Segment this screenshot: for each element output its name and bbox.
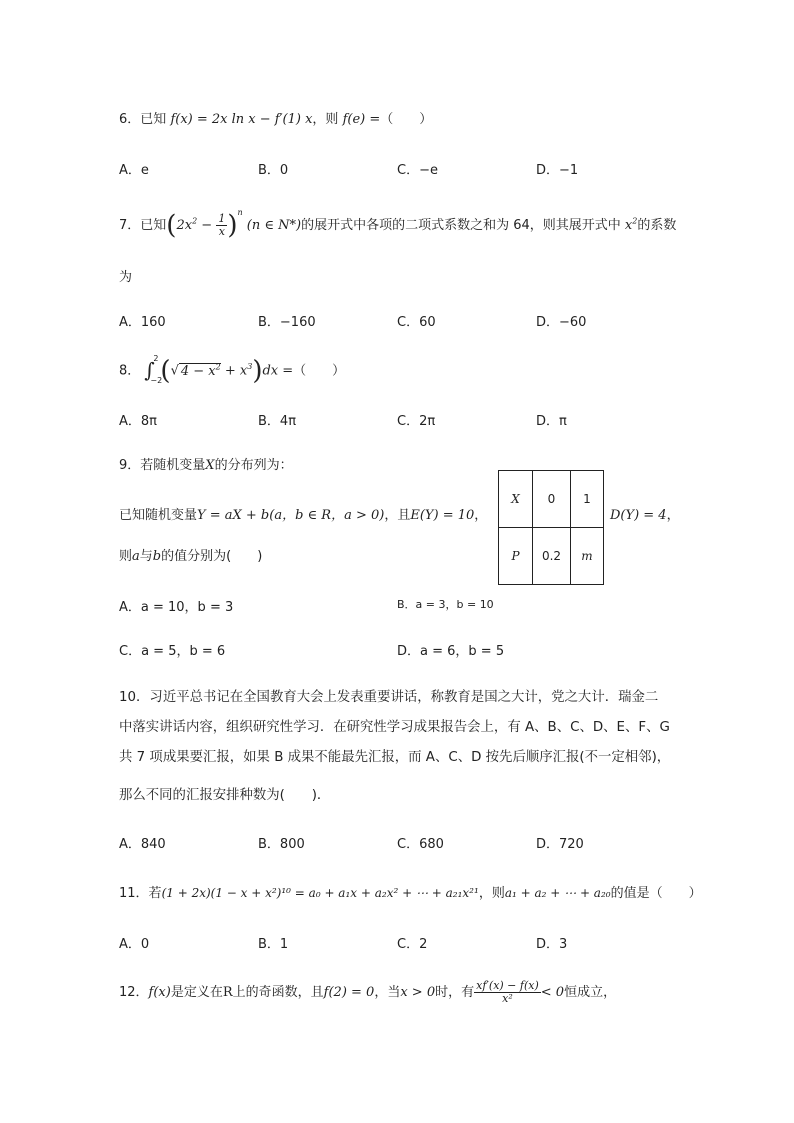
q10-option-c: C．680 <box>397 837 444 852</box>
q6-mid: ，则 <box>312 112 339 127</box>
q10-option-b: B．800 <box>258 837 305 852</box>
q9-line3-prefix: 则 <box>119 549 133 564</box>
q11-formula: (1 + 2x)(1 − x + x²)¹⁰ = a₀ + a₁x + a₂x² + ⋯ + a₂₁x²¹ <box>161 886 479 900</box>
q7-frac-num: 1 <box>218 212 226 225</box>
q7-frac-den: x <box>218 225 225 238</box>
table-cell: X <box>499 471 533 528</box>
q12-text2: 上的奇函数，且 <box>232 985 324 1000</box>
q8-dx: dx <box>262 363 279 379</box>
q11-mid: ，则 <box>478 886 505 901</box>
integral-sign-icon: ∫ <box>144 358 155 382</box>
q12-text3: ，当 <box>374 985 401 1000</box>
q12-tail: 恒成立， <box>564 985 617 1000</box>
q7-term: x <box>624 218 633 233</box>
q7-base: 2x <box>176 218 193 233</box>
q7-base-exp: 2 <box>192 216 198 226</box>
q6-formula: f(x) = 2x ln x − f′(1) x <box>170 112 313 127</box>
q9-and: ，且 <box>384 508 411 523</box>
q7-number: 7． <box>119 218 141 233</box>
q11-option-a: A．0 <box>119 937 150 952</box>
q9-relation: Y = aX + b <box>197 508 270 523</box>
q9-line3-mid: 与 <box>139 549 153 564</box>
q9-line3-tail: 的值分别为( ) <box>161 549 263 564</box>
question-8 <box>119 356 345 386</box>
q7-prefix: 已知 <box>140 218 167 233</box>
q10-line-3: 共 7 项成果要汇报，如果 B 成果不能最先汇报，而 A、C、D 按先后顺序汇报(不一定相邻)， <box>119 750 671 765</box>
q6-prefix: 已知 <box>140 112 167 127</box>
q9-option-b: B．a = 3，b = 10 <box>397 598 494 611</box>
q10-line-4: 那么不同的汇报安排种数为( )． <box>119 788 331 803</box>
q8-plus-term: + x <box>220 363 248 379</box>
q6-number: 6． <box>119 112 141 127</box>
q6-option-b: B．0 <box>258 163 289 178</box>
q7-minus: − <box>201 218 213 233</box>
q11-option-b: B．1 <box>258 937 289 952</box>
q12-frac-den: x² <box>502 992 513 1005</box>
q9-dy <box>610 504 680 523</box>
q6-option-d: D．−1 <box>536 163 579 178</box>
q9-intro: 若随机变量 <box>140 458 206 473</box>
q12-fraction <box>474 980 541 1005</box>
q9-option-a: A．a = 10，b = 3 <box>119 600 234 615</box>
q7-fraction <box>216 213 227 238</box>
q11-option-c: C．2 <box>397 937 428 952</box>
q9-given-line <box>119 504 487 523</box>
q7-condition: (n ∈ N*) <box>246 218 302 233</box>
q9-line3-b: b <box>152 549 162 564</box>
q7-line2: 为 <box>119 270 133 285</box>
q11-tail: 的值是 <box>610 886 650 901</box>
q6-ask: f(e) = <box>342 112 381 127</box>
q10-option-d: D．720 <box>536 837 584 852</box>
q12-R: R <box>222 985 233 1000</box>
q10-option-a: A．840 <box>119 837 166 852</box>
q6-option-a: A．e <box>119 163 149 178</box>
q10-line-1: 10．习近平总书记在全国教育大会上发表重要讲话，称教育是国之大计，党之大计．瑞金二 <box>119 690 659 705</box>
q9-line3 <box>119 545 262 564</box>
q9-var: X <box>205 458 215 473</box>
q9-distribution-table <box>498 470 604 585</box>
q9-cond: (a，b ∈ R，a > 0) <box>269 508 385 523</box>
question-9 <box>119 454 293 473</box>
q8-number: 8． <box>119 363 141 379</box>
q9-comma: ， <box>474 508 488 523</box>
question-7 <box>119 208 676 241</box>
q8-sqrt-inner <box>179 363 221 379</box>
q11-paren: （ ） <box>649 886 702 901</box>
q12-number: 12． <box>119 985 149 1000</box>
q12-text4: 时，有 <box>435 985 475 1000</box>
question-12 <box>119 980 616 1005</box>
table-cell: P <box>499 528 533 585</box>
q8-sqrt-text: 4 − x <box>180 363 216 379</box>
q9-given-prefix: 已知随机变量 <box>119 508 198 523</box>
q7-term-exp: 2 <box>632 216 638 226</box>
q7-right-paren: ) <box>227 210 238 241</box>
q8-upper-limit: 2 <box>153 354 159 363</box>
q8-option-b: B．4π <box>258 414 297 429</box>
table-cell: 0.2 <box>533 528 571 585</box>
q8-eq: = <box>278 363 294 379</box>
q8-plus-exp: 3 <box>247 362 253 372</box>
table-cell: 1 <box>571 471 604 528</box>
q8-right-paren: ) <box>252 356 263 386</box>
q6-paren: （ ） <box>380 112 433 127</box>
q9-line3-a: a <box>132 549 140 564</box>
q7-option-a: A．160 <box>119 315 166 330</box>
q9-ey: E(Y) = 10 <box>410 508 475 523</box>
question-6 <box>119 108 432 127</box>
q12-text1: 是定义在 <box>170 985 223 1000</box>
q7-text: 的展开式中各项的二项式系数之和为 64，则其展开式中 <box>301 218 621 233</box>
q9-dy-value: D(Y) = 4 <box>610 508 667 523</box>
q7-outer-exp: n <box>237 208 243 217</box>
q9-number: 9． <box>119 458 141 473</box>
q8-integral <box>144 354 163 385</box>
q11-number: 11． <box>119 886 149 901</box>
q12-fx: f(x) <box>148 985 171 1000</box>
q9-option-d: D．a = 6，b = 5 <box>397 644 505 659</box>
table-cell: 0 <box>533 471 571 528</box>
q11-sum: a₁ + a₂ + ⋯ + a₂₀ <box>504 886 611 900</box>
table-row <box>499 471 604 528</box>
q7-option-b: B．−160 <box>258 315 316 330</box>
q12-f2: f(2) = 0 <box>323 985 375 1000</box>
q8-option-c: C．2π <box>397 414 436 429</box>
q12-xgt: x > 0 <box>400 985 436 1000</box>
q8-sqrt-exp: 2 <box>215 362 221 372</box>
q8-sqrt-icon: √ <box>170 363 179 379</box>
q8-option-a: A．8π <box>119 414 157 429</box>
table-row <box>499 528 604 585</box>
q9-dy-tail: ， <box>666 508 680 523</box>
question-11 <box>119 882 702 901</box>
q11-option-d: D．3 <box>536 937 568 952</box>
q7-tail: 的系数 <box>637 218 677 233</box>
q12-ineq: < 0 <box>540 985 565 1000</box>
q11-prefix: 若 <box>148 886 162 901</box>
q8-lower-limit: −2 <box>150 376 163 385</box>
q8-option-d: D．π <box>536 414 567 429</box>
q10-line-2: 中落实讲话内容，组织研究性学习．在研究性学习成果报告会上，有 A、B、C、D、E、F、G <box>119 720 670 735</box>
q7-option-d: D．−60 <box>536 315 587 330</box>
q6-option-c: C．−e <box>397 163 438 178</box>
table-cell: m <box>571 528 604 585</box>
q7-option-c: C．60 <box>397 315 436 330</box>
q8-paren: （ ） <box>293 363 346 379</box>
q7-left-paren: ( <box>166 210 177 241</box>
q8-left-paren: ( <box>160 356 171 386</box>
q9-intro-tail: 的分布列为： <box>214 458 293 473</box>
q12-frac-num: xf′(x) − f(x) <box>476 979 539 992</box>
q9-option-c: C．a = 5，b = 6 <box>119 644 226 659</box>
